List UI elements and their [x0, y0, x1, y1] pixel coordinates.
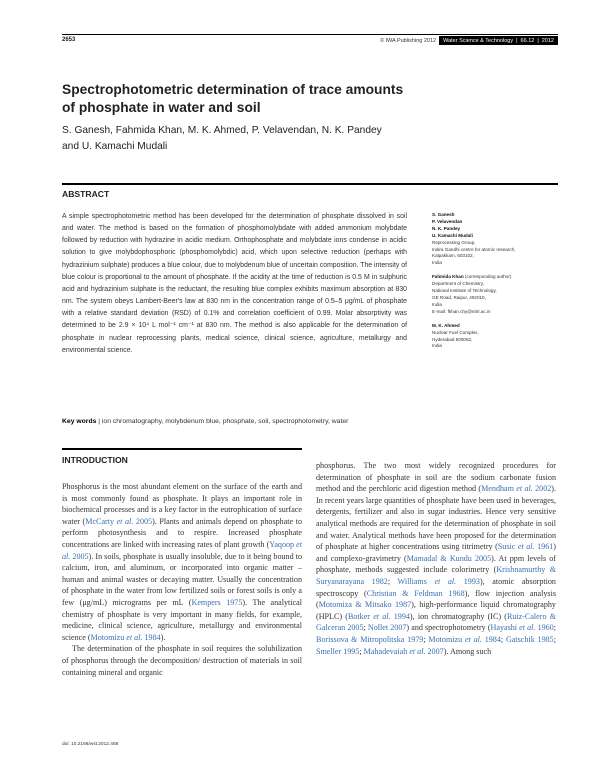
header-rule — [62, 34, 558, 35]
author-list: S. Ganesh, Fahmida Khan, M. K. Ahmed, P. Velavendan, N. K. Pandey and U. Kamachi Mudali — [62, 125, 382, 152]
citation[interactable]: Botker et al. 1994 — [347, 611, 410, 621]
journal-band: Water Science & Technology | 66.12 | 2012 — [439, 36, 558, 45]
article-title: Spectrophotometric determination of trace amounts of phosphate in water and soil — [62, 82, 404, 115]
journal-name: Water Science & Technology — [443, 37, 514, 44]
citation[interactable]: Mahadevaiah et al. 2007 — [363, 646, 444, 656]
citation[interactable]: Hayashi et al. 1960 — [490, 623, 554, 633]
page-number: 2653 — [62, 37, 76, 43]
citation[interactable]: Williams et al. 1993 — [397, 576, 480, 586]
keywords-label: Key words — [62, 418, 97, 425]
corresponding-email[interactable]: E-mail: fkhan.chy@nitrr.ac.in — [432, 308, 491, 314]
doi[interactable]: doi: 10.2166/wst.2012.468 — [62, 742, 119, 747]
keywords — [62, 418, 407, 425]
affiliations — [432, 212, 562, 357]
citation[interactable]: Yaqoop et al. 2005 — [62, 539, 302, 561]
keywords-list: | ion chromatography, molybdenum blue, phosphate, soil, spectrophotometry, water — [98, 418, 349, 425]
introduction-heading: INTRODUCTION — [62, 455, 128, 465]
citation[interactable]: Motomiza & Mitsako 1987 — [318, 600, 412, 610]
running-header — [380, 36, 558, 45]
citation[interactable]: Borissova & Mitropolitska 1979 — [316, 634, 424, 644]
citation[interactable]: Gatschik 1985 — [505, 634, 554, 644]
citation[interactable]: Smeller 1995 — [316, 646, 360, 656]
introduction-rule — [62, 448, 302, 450]
citation[interactable]: Kempers 1975 — [191, 597, 243, 607]
citation[interactable]: Mendham et al. 2002 — [481, 484, 552, 494]
abstract-text: A simple spectrophotometric method has been developed for the determination of phosphate dissolved in soil and water. The method is based on the formation of phosphomolybdate with added ammonium molybdate followed by reduction with hydrazine in acidic medium. Orthophosphate and molybdate ions condense in acidic solution to give molybdophosphoric (phosphomolybdic) acid, which upon selective reduction (perhaps with hydrazinium sulphate) produces a blue colour, due to molybdenum blue of uncertain composition. The intensity of blue colour is proportional to the amount of phosphate. If the acidity at the time of reduction is 0.5 M in sulphuric acid and hydrazinium sulphate is the reductant, the resulting blue complex exhibits maximum absorption at 830 nm. The system obeys Lambert-Beer's law at 830 nm in the concentration range of 0.5–5 μg/mL of phosphate with a relative standard deviation (RSD) of 0.1% and correlation coefficient of 0.99. Molar absorptivity was determined to be 2.9 × 10⁴ L mol⁻¹ cm⁻¹ at 830 nm. The method is also applicable for the determination of phosphate in nuclear reprocessing plants, medical science, clinical science, agriculture, metallurgy and environmental science. — [62, 213, 407, 354]
citation[interactable]: Susic et al. 1961 — [497, 542, 554, 552]
citation[interactable]: Nollet 2007 — [367, 623, 407, 633]
citation[interactable]: Christian & Feldman 1968 — [366, 588, 465, 598]
abstract-heading: ABSTRACT — [62, 189, 110, 199]
publisher: © IWA Publishing 2012 — [379, 37, 437, 44]
citation[interactable]: Mamadal & Kundu 2005 — [406, 553, 492, 563]
intro-column-right: phosphorus. The two most widely recognized procedures for determination of phosphate in soil are the sodium carbonate fusion method and the perchloric acid digestion method (Mendham et al. 2002). In recent years large quantities of phosphate have been used in beverages, detergents, fertilizer and also in sugar industries. Hence very sensitive analytical methods are required for the determination of phosphate in soil and water. Analytical methods have been proposed for the determination of phosphate at higher concentrations using titrimetry (Susic et al. 1961) and complexo-gravimetry (Mamadal & Kundu 2005). At ppm levels of phosphate, methods suggested include colorimetry (Krishnamurthy & Suryanarayana 1982; Williams et al. 1993), atomic absorption spectroscopy (Christian & Feldman 1968), flow injection analysis (Motomiza & Mitsako 1987), high-performance liquid chromatography (HPLC) (Botker et al. 1994), ion chromatography (IC) (Ruiz-Calero & Galceran 2005; Nollet 2007) and spectrophotometry (Hayashi et al. 1960; Borissova & Mitropolitska 1979; Motomizu et al. 1984; Gatschik 1985; Smeller 1995; Mahadevaiah et al. 2007). Among such — [316, 461, 557, 656]
citation[interactable]: McCarty et al. 2005 — [85, 516, 153, 526]
citation[interactable]: Motomizu et al. 1984 — [90, 632, 161, 642]
citation[interactable]: Krishnamurthy & Suryanarayana 1982 — [316, 565, 556, 586]
citation[interactable]: Ruiz-Calero & Galceran 2005 — [316, 611, 556, 633]
year: 2012 — [541, 37, 554, 44]
affiliation-block-1: S. Ganesh P. Velavendan N. K. Pandey U. Kamachi Mudali Reprocessing Group, Indira Gandhi centre for atomic research, Kalpakkam, 603102, India — [432, 212, 516, 266]
affiliation-block-2: Fahmida Khan (corresponding author) Department of Chemistry, National Institute of Technology, GE Road, Raipur, 492010, India E-mail: fkhan.chy@nitrr.ac.in — [432, 274, 562, 315]
volume-issue: 66.12 — [520, 37, 535, 44]
intro-column-left: Phosphorus is the most abundant element on the surface of the earth and is most commonly found as phosphate. It plays an important role in biochemical processes and is a key factor in the eutrophication of surface water (McCarty et al. 2005). Plants and animals depend on phosphate to perform photosynthesis and to respire. Increased phosphate concentrations are linked with increasing rates of plant growth (Yaqoop et al. 2005). In soils, phosphate is usually insoluble, due to it being bound to calcium, iron, and aluminum, or incorporated into organic matter – human and animal wastes or decaying matter. Usually the concentration of phosphate in the water from low fertilized soils or forest soils is only a few (μg/mL) micrograms per mL (Kempers 1975). The analytical chemistry of phosphate is very important in many fields, for example, medicine, clinical science, agriculture, metallurgy and environmental science (Motomizu et al. 1984). The determination of the phosphate in soil requires the solubilization of phosphorus through the decomposition/ destruction of materials in soil containing mineral and organic — [62, 482, 303, 677]
affiliation-block-3: M. K. Ahmed Nuclear Fuel Complex, Hyderabad 500062, India — [432, 322, 479, 349]
citation[interactable]: Motomizu et al. 1984 — [428, 634, 501, 644]
abstract-rule — [62, 183, 558, 185]
